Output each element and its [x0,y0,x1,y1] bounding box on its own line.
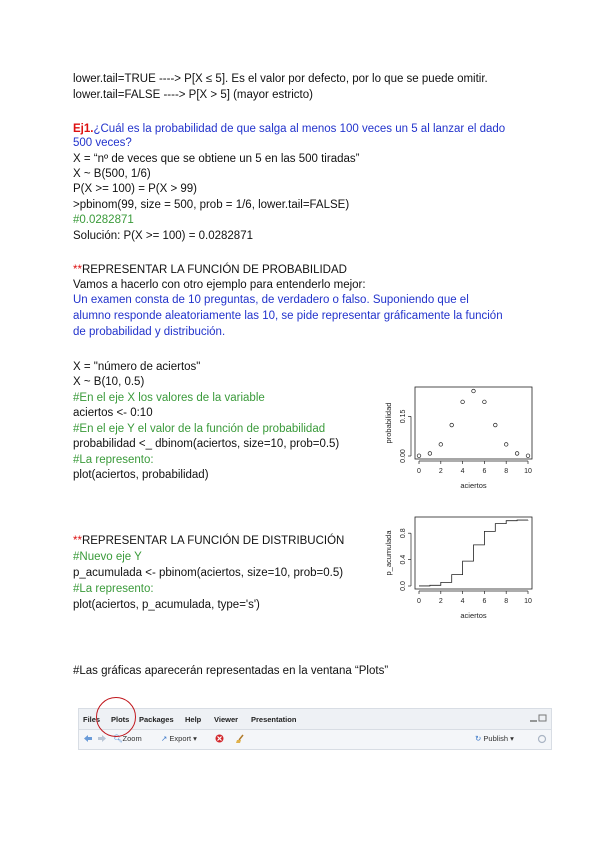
y-tick-label: 0.0 [400,581,407,591]
publish-label: Publish ▾ [483,734,514,743]
footer-note: #Las gráficas aparecerán representadas en la ventana “Plots” [73,665,389,677]
tab-packages[interactable]: Packages [139,715,174,724]
prob-code-3: plot(aciertos, probabilidad) [73,469,209,481]
data-point [461,400,465,404]
prob-intro: Vamos a hacerlo con otro ejemplo para entenderlo mejor: [73,279,366,291]
x-tick-label: 6 [482,468,487,475]
data-point [515,452,519,456]
export-label: Export ▾ [169,734,197,743]
ej1-eq: P(X >= 100) = P(X > 99) [73,183,198,195]
prob-problem-1: Un examen consta de 10 preguntas, de verdadero o falso. Suponiendo que el [73,294,469,306]
y-tick-label: 0.4 [400,554,407,565]
tab-presentation[interactable]: Presentation [251,715,297,724]
data-point [417,454,421,458]
prob-title-text: REPRESENTAR LA FUNCIÓN DE PROBABILIDAD [81,264,347,276]
ej1-code: >pbinom(99, size = 500, prob = 1/6, lower.tail=FALSE) [73,199,350,211]
forward-arrow-icon[interactable] [97,734,107,745]
y-axis-label: p_acumulada [384,530,393,576]
y-axis-label: probabilidad [384,402,393,444]
zoom-icon: 🔍︎ [113,734,123,743]
probability-plot [383,384,538,504]
data-point [483,400,487,404]
x-tick-label: 4 [460,468,465,475]
publish-icon: ↻ [475,734,482,743]
tab-plots[interactable]: Plots [111,715,130,724]
dist-comment-1: #Nuevo eje Y [73,551,142,563]
dist-stars: ** [73,535,82,547]
x-tick-label: 0 [417,468,421,475]
y-tick-label: 0.8 [400,528,407,539]
rstudio-plots-pane [78,708,552,750]
x-tick-label: 10 [524,598,532,605]
x-tick-label: 4 [460,598,465,605]
zoom-label: Zoom [122,734,142,743]
ej1-x-def: X = “nº de veces que se obtiene un 5 en las 500 tiradas” [73,153,360,165]
x-tick-label: 10 [524,468,532,475]
dist-section-title [73,534,344,548]
x-tick-label: 8 [504,468,509,475]
ej1-dist: X ~ B(500, 1/6) [73,168,151,180]
ej1-label: Ej1. [73,123,94,135]
prob-dist: X ~ B(10, 0.5) [73,376,145,388]
ej1-result: #0.0282871 [73,214,134,226]
step-line [419,520,528,586]
export-button[interactable] [161,734,197,743]
x-axis-label: aciertos [460,481,487,490]
export-icon: ↗ [161,734,168,743]
data-point [526,454,530,458]
prob-section-title [73,263,347,277]
x-axis-label: aciertos [460,611,487,620]
x-tick-label: 8 [504,598,509,605]
prob-code-2: probabilidad <_ dbinom(aciertos, size=10, prob=0.5) [73,438,340,450]
data-point [494,423,498,427]
x-tick-label: 0 [417,598,421,605]
tab-files[interactable]: Files [83,715,101,724]
remove-plot-icon[interactable] [215,734,224,745]
ej1-question-text: ¿Cuál es la probabilidad de que salga al menos 100 veces un 5 al lanzar el dado [93,123,506,135]
prob-code-1: aciertos <- 0:10 [73,407,153,419]
ej1-solution: Solución: P(X >= 100) = 0.0282871 [73,230,253,242]
ej1-question [73,122,505,136]
data-point [428,452,432,456]
tab-help[interactable]: Help [185,715,202,724]
prob-problem-2: alumno responde aleatoriamente las 10, se pide representar gráficamente la función [73,310,503,322]
prob-comment-3: #La represento: [73,454,154,466]
prob-stars: ** [73,264,82,276]
refresh-icon[interactable] [537,734,547,746]
prob-problem-3: de probabilidad y distribución. [73,326,226,338]
tab-viewer[interactable]: Viewer [214,715,239,724]
distribution-plot [383,514,538,634]
dist-comment-2: #La represento: [73,583,154,595]
y-tick-label: 0.00 [400,449,407,463]
data-point [439,443,443,447]
ej1-question-cont: 500 veces? [73,137,132,149]
plot-frame [415,387,532,459]
data-point [472,389,476,393]
dist-title-text: REPRESENTAR LA FUNCIÓN DE DISTRIBUCIÓN [81,535,345,547]
x-tick-label: 2 [438,598,443,605]
y-tick-label: 0.15 [400,409,407,424]
back-arrow-icon[interactable] [83,734,93,745]
data-point [450,423,454,427]
pane-window-controls[interactable] [529,714,547,722]
prob-comment-2: #En el eje Y el valor de la función de probabilidad [73,423,326,435]
clear-all-broom-icon[interactable] [235,734,245,746]
minimize-maximize-icon [529,714,547,723]
pane-tab-bar [79,709,551,730]
dist-code-1: p_acumulada <- pbinom(aciertos, size=10, prob=0.5) [73,567,344,579]
prob-x-def: X = "número de aciertos" [73,361,201,373]
prob-comment-1: #En el eje X los valores de la variable [73,392,265,404]
dist-code-2: plot(aciertos, p_acumulada, type='s') [73,599,260,611]
plots-tab-highlight-circle [96,697,136,737]
intro-line-2: lower.tail=FALSE ----> P[X > 5] (mayor estricto) [73,89,313,101]
x-tick-label: 2 [438,468,443,475]
intro-line-1: lower.tail=TRUE ----> P[X ≤ 5]. Es el valor por defecto, por lo que se puede omitir. [73,73,488,85]
x-tick-label: 6 [482,598,487,605]
data-point [504,443,508,447]
publish-button[interactable] [475,734,514,743]
